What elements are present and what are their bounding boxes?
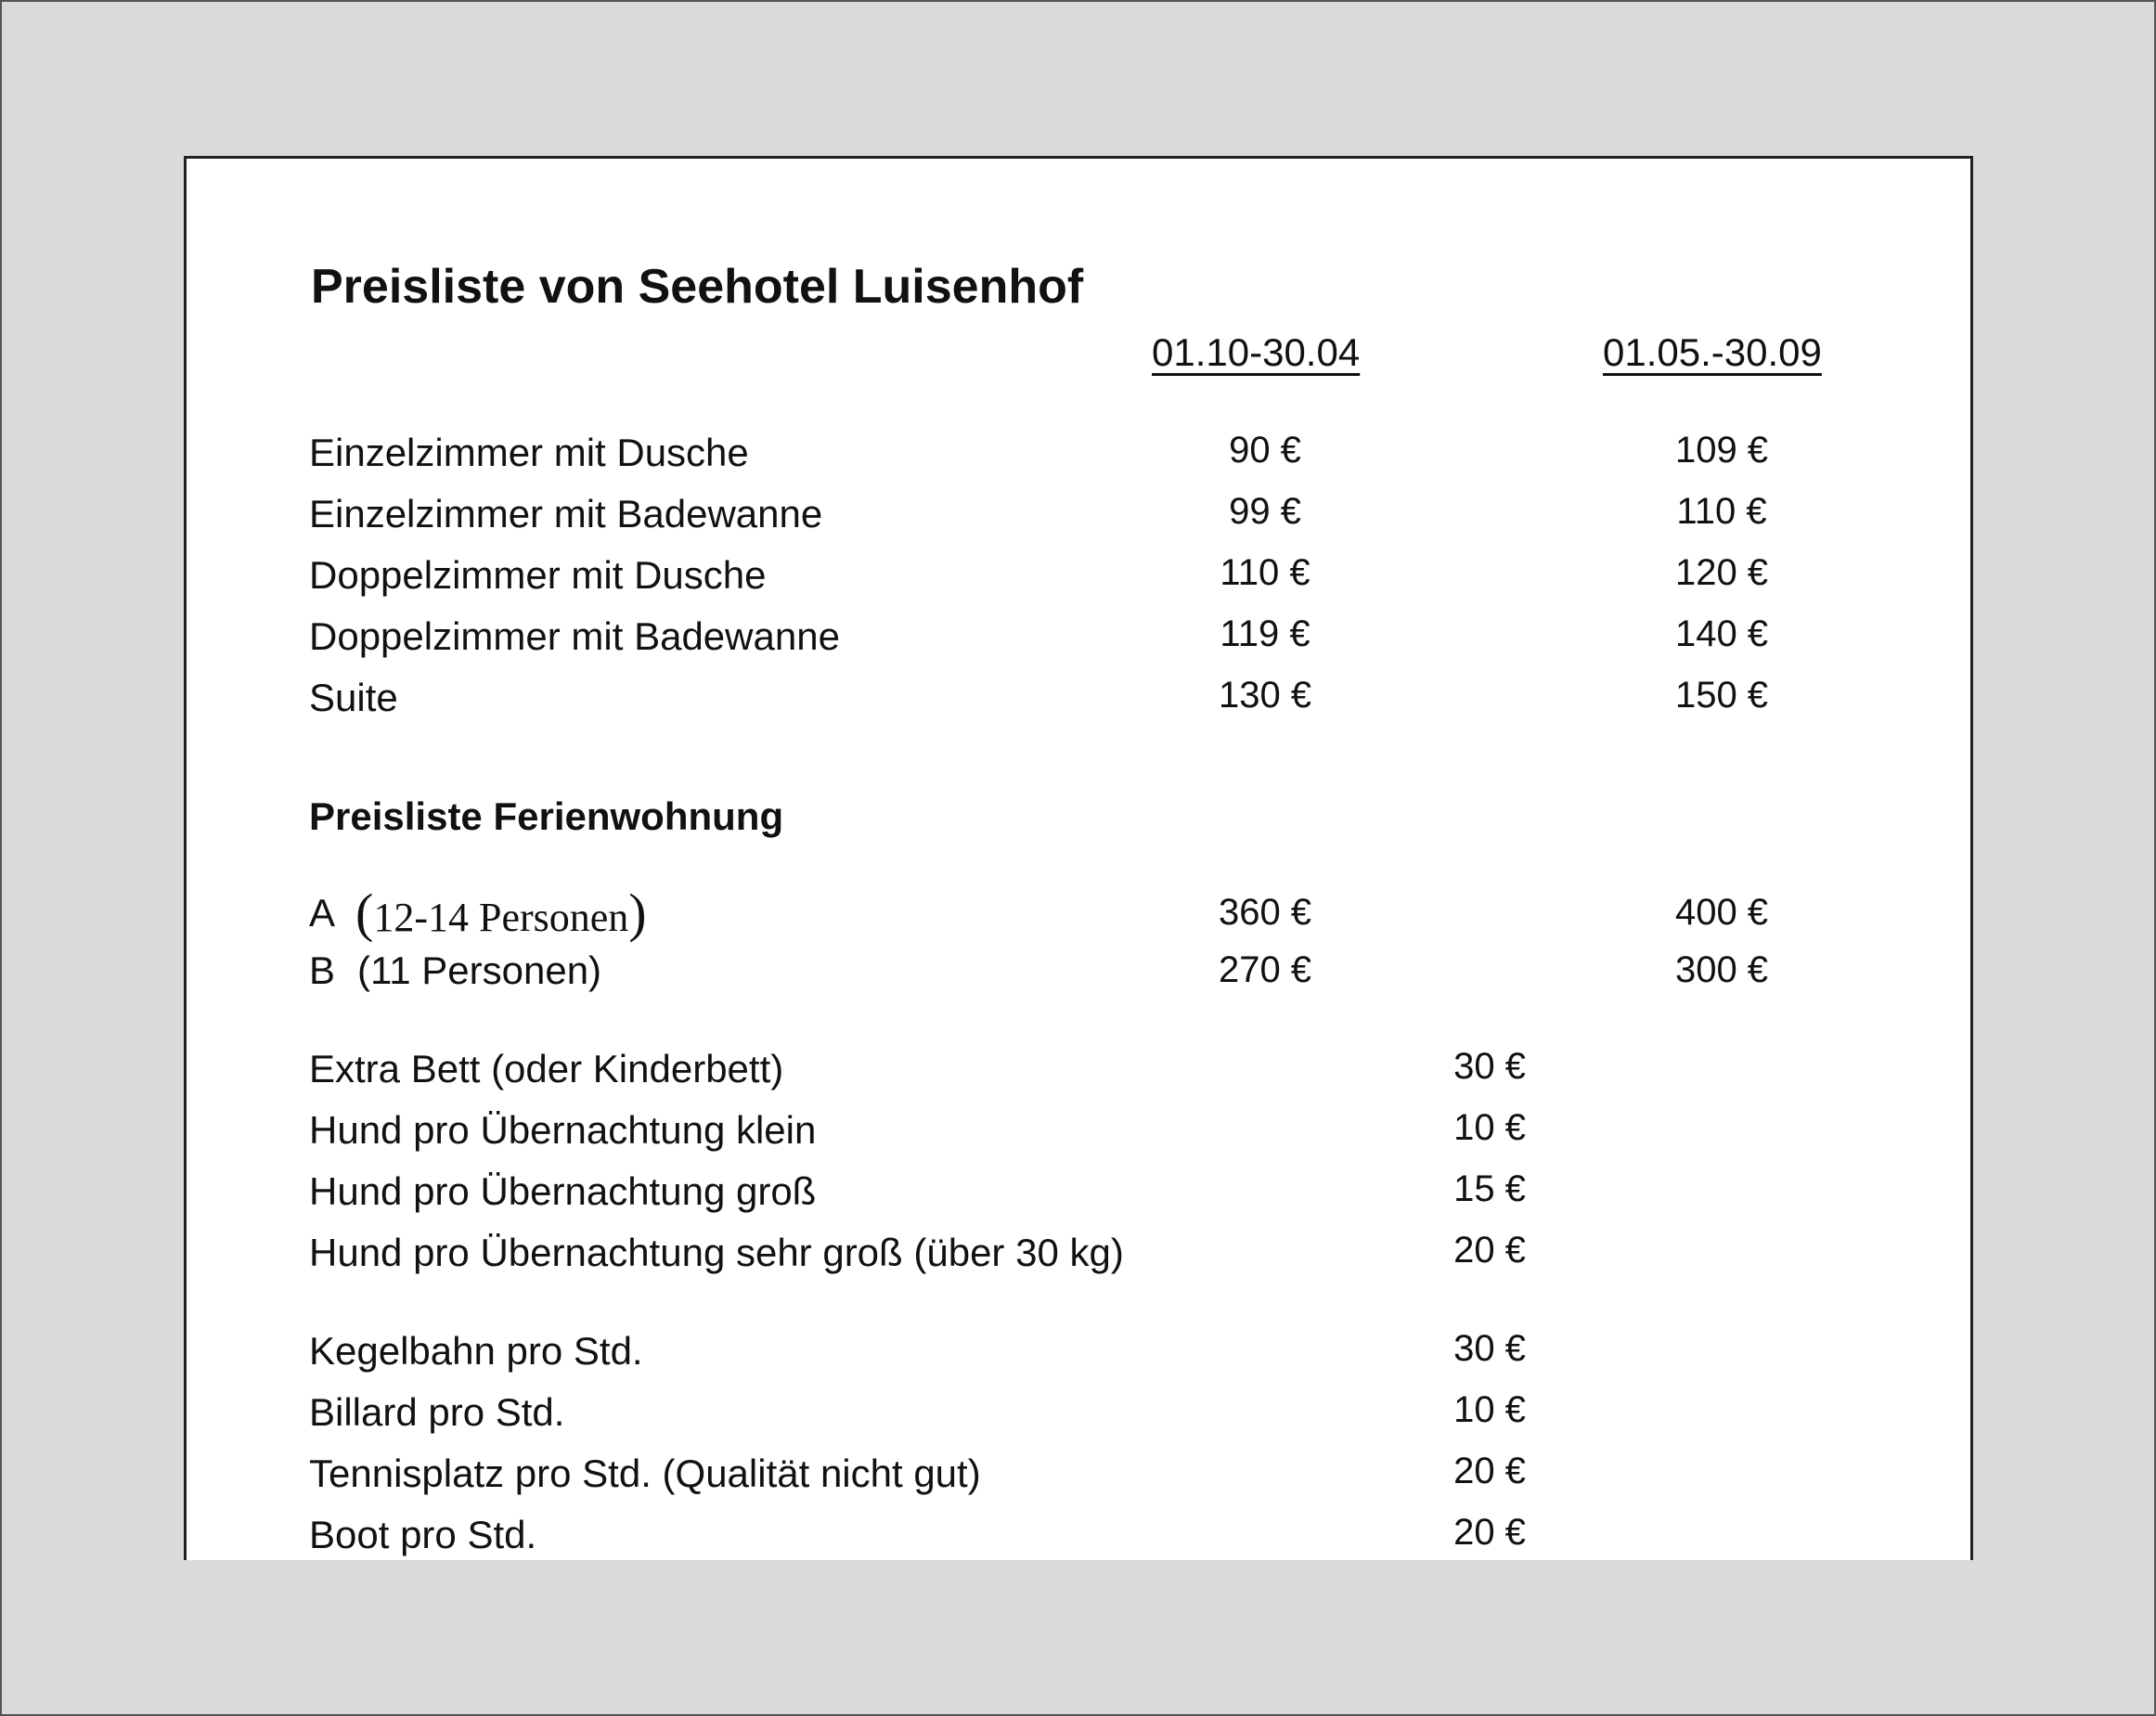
price-list-document: [184, 156, 1973, 1560]
activity-price: 20 €: [1453, 1512, 1526, 1553]
apartment-letter: B: [309, 948, 336, 992]
apartment-persons: (11 Personen): [357, 948, 602, 992]
room-label: Einzelzimmer mit Badewanne: [309, 492, 823, 535]
room-price-summer: 110 €: [1676, 491, 1767, 532]
apartment-letter: A: [309, 891, 336, 935]
apartment-price-winter: 270 €: [1218, 949, 1312, 990]
apartment-price-summer: 400 €: [1674, 892, 1769, 933]
activity-label: Tennisplatz pro Std. (Qualität nicht gut): [309, 1452, 981, 1495]
room-price-winter: 130 €: [1218, 675, 1312, 716]
extra-label: Hund pro Übernachtung sehr groß (über 30 kg): [309, 1231, 1124, 1274]
activity-label: Boot pro Std.: [309, 1513, 537, 1556]
extra-label: Extra Bett (oder Kinderbett): [309, 1047, 784, 1090]
extra-price: 10 €: [1453, 1107, 1526, 1148]
column-header-winter: 01.10-30.04: [1152, 330, 1361, 374]
room-price-winter: 110 €: [1220, 552, 1310, 593]
apartment-persons-close: ): [628, 883, 647, 943]
apartment-price-winter: 360 €: [1218, 892, 1312, 933]
apartment-persons-text: 12-14 Personen: [373, 895, 629, 940]
room-price-summer: 120 €: [1674, 552, 1769, 593]
extra-price: 30 €: [1453, 1046, 1526, 1087]
room-label: Einzelzimmer mit Dusche: [309, 431, 749, 474]
extra-price: 15 €: [1453, 1168, 1526, 1209]
room-price-summer: 150 €: [1674, 675, 1769, 716]
apartments-heading: Preisliste Ferienwohnung: [309, 794, 784, 838]
room-label: Doppelzimmer mit Badewanne: [309, 614, 840, 658]
page-title: Preisliste von Seehotel Luisenhof: [311, 260, 1084, 314]
room-price-summer: 140 €: [1674, 613, 1769, 654]
activity-label: Kegelbahn pro Std.: [309, 1329, 643, 1373]
room-label: Suite: [309, 676, 398, 719]
extra-price: 20 €: [1453, 1230, 1526, 1271]
room-price-winter: 99 €: [1229, 491, 1301, 532]
activity-price: 30 €: [1453, 1328, 1526, 1369]
activity-price: 20 €: [1453, 1451, 1526, 1491]
room-label: Doppelzimmer mit Dusche: [309, 553, 767, 597]
room-price-summer: 109 €: [1674, 430, 1769, 471]
activity-price: 10 €: [1453, 1389, 1526, 1430]
column-header-summer: 01.05.-30.09: [1603, 330, 1822, 374]
apartment-persons-open: (: [355, 883, 374, 943]
apartment-price-summer: 300 €: [1674, 949, 1769, 990]
room-price-winter: 119 €: [1220, 613, 1310, 654]
activity-label: Billard pro Std.: [309, 1390, 565, 1434]
extra-label: Hund pro Übernachtung groß: [309, 1169, 817, 1213]
apartment-persons: [355, 883, 647, 943]
room-price-winter: 90 €: [1229, 430, 1301, 471]
extra-label: Hund pro Übernachtung klein: [309, 1108, 817, 1152]
